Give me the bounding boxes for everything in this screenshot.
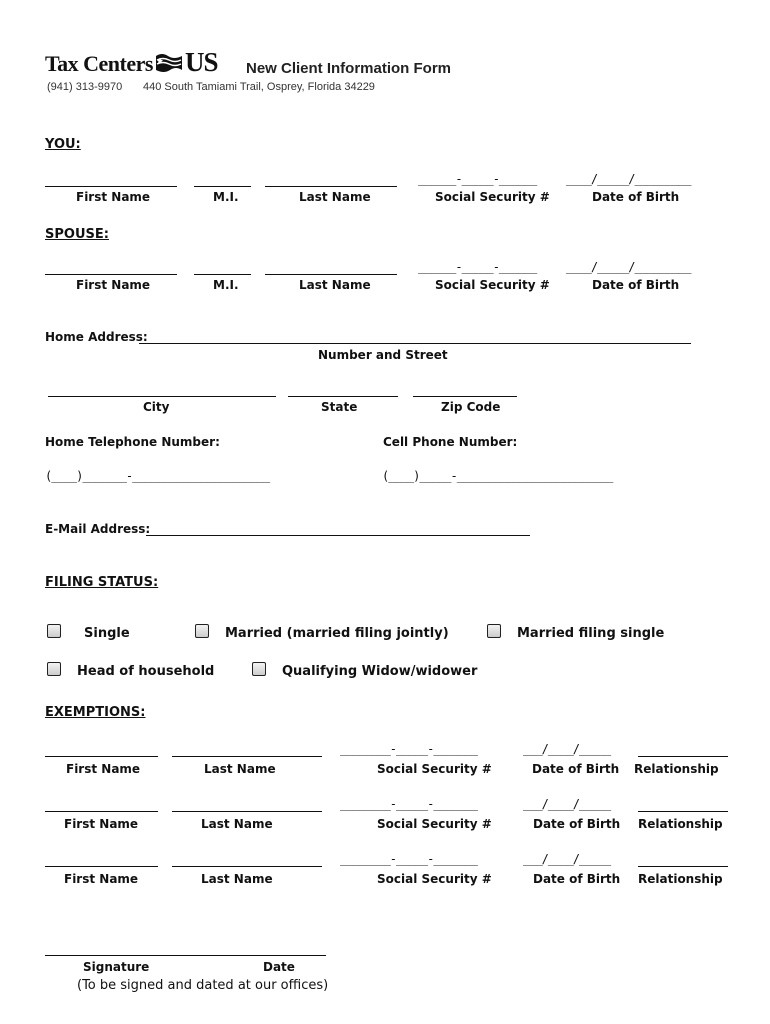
exemption-relationship-line[interactable] — [638, 811, 728, 812]
exemption-last-name-line[interactable] — [172, 811, 322, 812]
spouse-dob-label: Date of Birth — [592, 278, 680, 292]
exemption-dob-blank[interactable]: ___/____/_____ — [523, 852, 611, 866]
exemption-first-name-label: First Name — [64, 872, 139, 886]
you-first-name-line[interactable] — [45, 186, 177, 187]
home-address-label: Home Address: — [45, 330, 148, 344]
you-dob-blank[interactable]: ____/_____/_________ — [566, 172, 691, 186]
zip-line[interactable] — [413, 396, 517, 397]
you-dob-label: Date of Birth — [592, 190, 680, 204]
married-jointly-label: Married (married filing jointly) — [225, 626, 449, 641]
home-address-line[interactable] — [139, 343, 691, 344]
office-phone: (941) 313-9970 — [47, 81, 123, 93]
you-heading: YOU: — [45, 137, 81, 152]
exemption-ssn-label: Social Security # — [377, 872, 492, 886]
you-last-name-line[interactable] — [265, 186, 397, 187]
you-mi-line[interactable] — [194, 186, 251, 187]
exemption-last-name-line[interactable] — [172, 866, 322, 867]
email-line[interactable] — [146, 535, 530, 536]
exemption-last-name-line[interactable] — [172, 756, 322, 757]
number-street-label: Number and Street — [318, 348, 448, 362]
spouse-last-name-line[interactable] — [265, 274, 397, 275]
exemption-first-name-line[interactable] — [45, 756, 158, 757]
spouse-ssn-label: Social Security # — [435, 278, 550, 292]
exemption-ssn-blank[interactable]: ________-_____-_______ — [340, 742, 477, 756]
exemption-dob-label: Date of Birth — [533, 872, 621, 886]
exemption-relationship-label: Relationship — [638, 817, 723, 831]
exemption-dob-blank[interactable]: ___/____/_____ — [523, 797, 611, 811]
city-label: City — [143, 400, 170, 414]
signature-line[interactable] — [45, 955, 326, 956]
exemption-ssn-blank[interactable]: ________-_____-_______ — [340, 797, 477, 811]
exemption-ssn-label: Social Security # — [377, 762, 492, 776]
married-single-label: Married filing single — [517, 626, 665, 641]
spouse-last-name-label: Last Name — [299, 278, 371, 292]
company-logo — [45, 47, 217, 80]
exemption-dob-label: Date of Birth — [532, 762, 620, 776]
head-of-household-checkbox[interactable] — [47, 662, 61, 676]
state-label: State — [321, 400, 358, 414]
filing-status-heading: FILING STATUS: — [45, 575, 159, 590]
exemption-first-name-line[interactable] — [45, 811, 158, 812]
exemption-relationship-line[interactable] — [638, 756, 728, 757]
home-phone-label: Home Telephone Number: — [45, 435, 220, 449]
exemption-first-name-label: First Name — [66, 762, 141, 776]
you-first-name-label: First Name — [76, 190, 151, 204]
exemption-ssn-label: Social Security # — [377, 817, 492, 831]
exemption-relationship-label: Relationship — [638, 872, 723, 886]
cell-phone-blank[interactable]: (____)_____-_________________________ — [382, 469, 613, 483]
spouse-first-name-line[interactable] — [45, 274, 177, 275]
date-label: Date — [263, 960, 295, 974]
exemption-dob-blank[interactable]: ___/____/_____ — [523, 742, 611, 756]
logo-text-right: US — [184, 47, 218, 77]
state-line[interactable] — [288, 396, 398, 397]
you-ssn-blank[interactable]: ______-_____-______ — [418, 172, 537, 186]
head-of-household-label: Head of household — [77, 664, 215, 679]
exemption-relationship-line[interactable] — [638, 866, 728, 867]
exemption-last-name-label: Last Name — [201, 872, 273, 886]
you-ssn-label: Social Security # — [435, 190, 550, 204]
you-mi-label: M.I. — [213, 190, 239, 204]
signature-note: (To be signed and dated at our offices) — [77, 978, 329, 993]
exemption-first-name-label: First Name — [64, 817, 139, 831]
exemption-first-name-line[interactable] — [45, 866, 158, 867]
exemption-dob-label: Date of Birth — [533, 817, 621, 831]
office-address: 440 South Tamiami Trail, Osprey, Florida 34229 — [143, 81, 375, 93]
signature-label: Signature — [83, 960, 150, 974]
qualifying-widow-label: Qualifying Widow/widower — [282, 664, 478, 679]
exemption-last-name-label: Last Name — [201, 817, 273, 831]
you-last-name-label: Last Name — [299, 190, 371, 204]
form-title: New Client Information Form — [246, 60, 452, 77]
city-line[interactable] — [48, 396, 276, 397]
spouse-heading: SPOUSE: — [45, 227, 109, 242]
qualifying-widow-checkbox[interactable] — [252, 662, 266, 676]
spouse-mi-label: M.I. — [213, 278, 239, 292]
home-phone-blank[interactable]: (____)_______-______________________ — [45, 469, 270, 483]
spouse-dob-blank[interactable]: ____/_____/_________ — [566, 260, 691, 274]
exemption-relationship-label: Relationship — [634, 762, 719, 776]
zip-label: Zip Code — [441, 400, 501, 414]
exemption-ssn-blank[interactable]: ________-_____-_______ — [340, 852, 477, 866]
married-single-checkbox[interactable] — [487, 624, 501, 638]
married-jointly-checkbox[interactable] — [195, 624, 209, 638]
single-label: Single — [84, 626, 130, 641]
flag-icon — [154, 52, 184, 80]
spouse-ssn-blank[interactable]: ______-_____-______ — [418, 260, 537, 274]
logo-text-left: Tax Centers — [45, 51, 153, 76]
single-checkbox[interactable] — [47, 624, 61, 638]
cell-phone-label: Cell Phone Number: — [383, 435, 518, 449]
spouse-mi-line[interactable] — [194, 274, 251, 275]
exemptions-heading: EXEMPTIONS: — [45, 705, 146, 720]
spouse-first-name-label: First Name — [76, 278, 151, 292]
email-label: E-Mail Address: — [45, 522, 151, 536]
exemption-last-name-label: Last Name — [204, 762, 276, 776]
